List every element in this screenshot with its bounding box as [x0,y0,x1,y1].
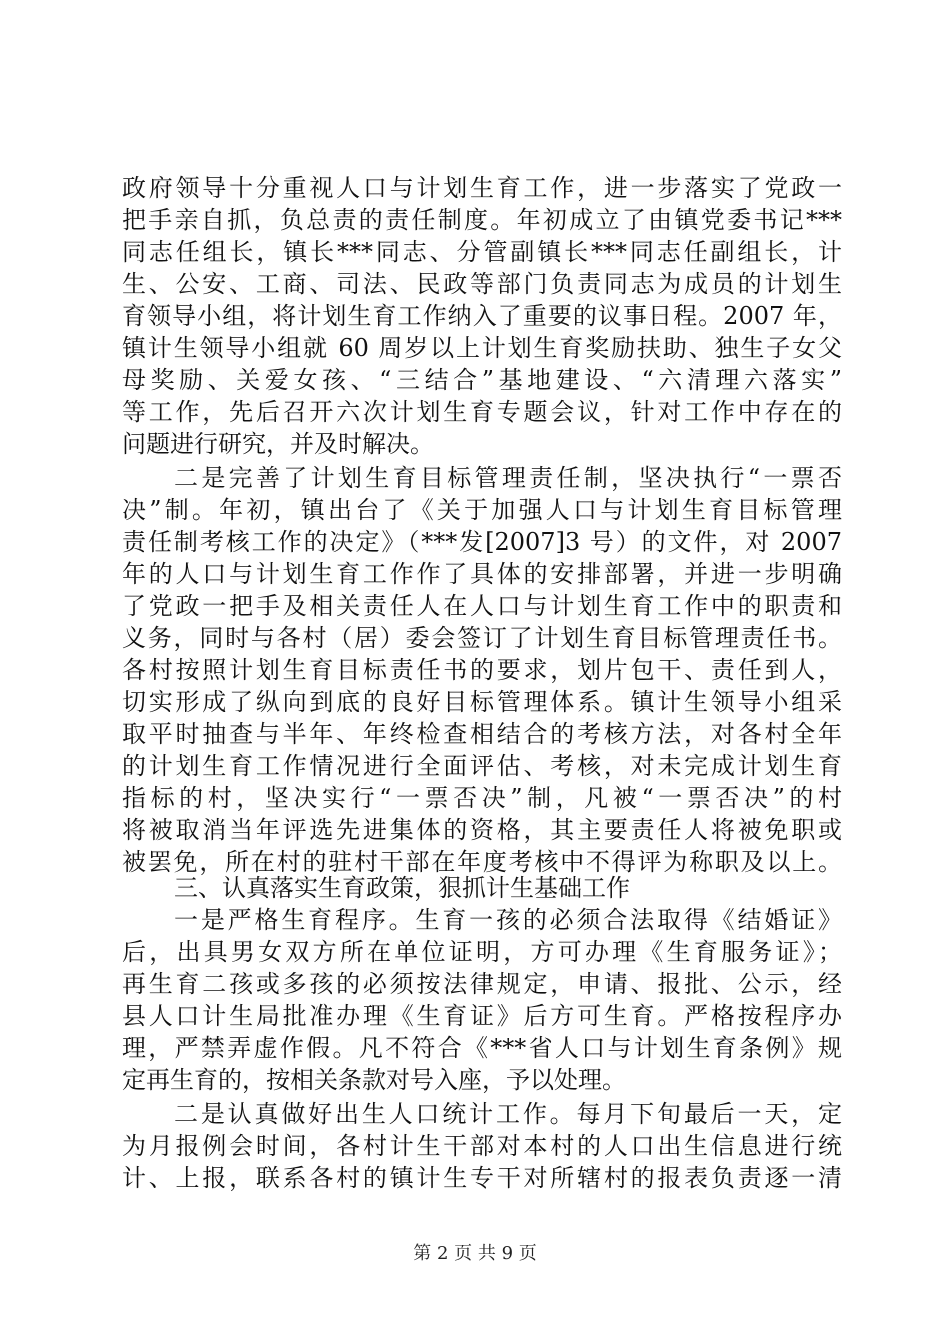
body-text-line: 的计划生育工作情况进行全面评估、考核，对未完成计划生育 [122,752,842,780]
body-text-line: 母奖励、关爱女孩、“三结合”基地建设、“六清理六落实” [122,366,842,394]
body-text-line: 了党政一把手及相关责任人在人口与计划生育工作中的职责和 [122,592,842,620]
body-text-line: 后，出具男女双方所在单位证明，方可办理《生育服务证》； [122,938,842,966]
paragraph-first-line: 二是认真做好出生人口统计工作。每月下旬最后一天，定 [174,1100,842,1128]
body-text-line: 政府领导十分重视人口与计划生育工作，进一步落实了党政一 [122,174,842,202]
body-text-line: 为月报例会时间，各村计生干部对本村的人口出生信息进行统 [122,1132,842,1160]
body-text-line: 等工作，先后召开六次计划生育专题会议，针对工作中存在的 [122,398,842,426]
body-text-line: 问题进行研究，并及时解决。 [122,430,434,458]
body-text-line: 义务，同时与各村（居）委会签订了计划生育目标管理责任书。 [122,624,842,652]
page-number-footer: 第 2 页 共 9 页 [413,1243,537,1264]
body-text-line: 被罢免，所在村的驻村干部在年度考核中不得评为称职及以上。 [122,848,842,876]
body-text-line: 将被取消当年评选先进集体的资格，其主要责任人将被免职或 [122,816,842,844]
body-text-line: 理，严禁弄虚作假。凡不符合《***省人口与计划生育条例》规 [122,1034,842,1062]
body-text-line: 再生育二孩或多孩的必须按法律规定，申请、报批、公示，经 [122,970,842,998]
body-text-line: 决”制。年初，镇出台了《关于加强人口与计划生育目标管理 [122,496,842,524]
body-text-line: 育领导小组，将计划生育工作纳入了重要的议事日程。2007 年， [122,302,842,330]
body-text-line: 取平时抽查与半年、年终检查相结合的考核方法，对各村全年 [122,720,842,748]
body-text-line: 生、公安、工商、司法、民政等部门负责同志为成员的计划生 [122,270,842,298]
body-text-line: 年的人口与计划生育工作作了具体的安排部署，并进一步明确 [122,560,842,588]
body-text-line: 责任制考核工作的决定》（***发[2007]3 号）的文件，对 2007 [122,528,842,556]
paragraph-first-line: 一是严格生育程序。生育一孩的必须合法取得《结婚证》 [174,906,842,934]
body-text-line: 计、上报，联系各村的镇计生专干对所辖村的报表负责逐一清 [122,1164,842,1192]
section-heading: 三、认真落实生育政策，狠抓计生基础工作 [174,874,630,902]
body-text-line: 定再生育的，按相关条款对号入座，予以处理。 [122,1066,626,1094]
body-text-line: 同志任组长，镇长***同志、分管副镇长***同志任副组长，计 [122,238,842,266]
body-text-line: 镇计生领导小组就 60 周岁以上计划生育奖励扶助、独生子女父 [122,334,842,362]
body-text-line: 指标的村，坚决实行“一票否决”制，凡被“一票否决”的村 [122,784,842,812]
body-text-line: 县人口计生局批准办理《生育证》后方可生育。严格按程序办 [122,1002,842,1030]
body-text-line: 把手亲自抓，负总责的责任制度。年初成立了由镇党委书记*** [122,206,842,234]
body-text-line: 切实形成了纵向到底的良好目标管理体系。镇计生领导小组采 [122,688,842,716]
body-text-line: 各村按照计划生育目标责任书的要求，划片包干、责任到人， [122,656,842,684]
paragraph-first-line: 二是完善了计划生育目标管理责任制，坚决执行“一票否 [174,464,842,492]
